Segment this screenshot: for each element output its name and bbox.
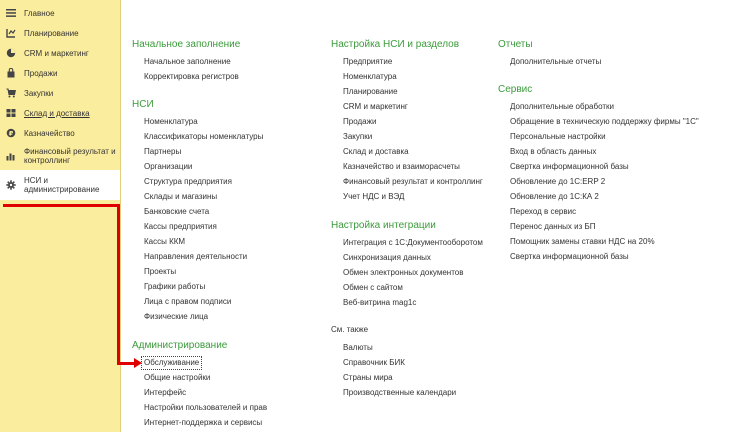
link-upgrade-ka2[interactable]: Обновление до 1С:КА 2	[510, 192, 599, 201]
section-title-integration: Настройка интеграции	[331, 220, 436, 231]
link-bank-accounts[interactable]: Банковские счета	[144, 207, 210, 216]
sidebar	[0, 0, 121, 432]
sidebar-item-label: CRM и маркетинг	[24, 48, 89, 58]
sidebar-item-label: Склад и доставка	[24, 108, 90, 118]
link-organizations[interactable]: Организации	[144, 162, 193, 171]
section-title-reports: Отчеты	[498, 39, 533, 50]
link-user-rights-settings[interactable]: Настройки пользователей и прав	[144, 403, 268, 412]
sidebar-item-label: НСИ и администрирование	[24, 176, 100, 194]
sidebar-item-planning[interactable]	[0, 23, 120, 43]
content-area	[121, 0, 729, 432]
section-title-nsi: НСИ	[132, 99, 154, 110]
sales-bag-icon	[6, 68, 16, 78]
link-planning-settings[interactable]: Планирование	[343, 87, 398, 96]
link-tech-support-request[interactable]: Обращение в техническую поддержку фирмы "1С"	[510, 117, 699, 126]
link-individuals[interactable]: Физические лица	[144, 312, 209, 321]
link-signatories[interactable]: Лица с правом подписи	[144, 297, 232, 306]
link-purchases-settings[interactable]: Закупки	[343, 132, 373, 141]
link-general-settings[interactable]: Общие настройки	[144, 373, 211, 382]
link-currencies[interactable]: Валюты	[343, 343, 373, 352]
section-title-initial-fill: Начальное заполнение	[132, 39, 241, 50]
list-icon	[6, 8, 16, 18]
section-title-nsi-settings: Настройка НСИ и разделов	[331, 39, 460, 50]
finance-chart-icon	[6, 151, 16, 161]
link-projects[interactable]: Проекты	[144, 267, 177, 276]
link-activity-directions[interactable]: Направления деятельности	[144, 252, 248, 261]
link-docflow-integration[interactable]: Интеграция с 1С:Документооборотом	[343, 238, 483, 247]
link-web-storefront[interactable]: Веб-витрина mag1c	[343, 298, 417, 307]
gear-icon	[6, 180, 16, 190]
planning-icon	[6, 28, 16, 38]
link-personal-settings[interactable]: Персональные настройки	[510, 132, 606, 141]
link-register-correction[interactable]: Корректировка регистров	[144, 72, 239, 81]
sidebar-item-sales[interactable]	[0, 63, 120, 83]
link-bik-directory[interactable]: Справочник БИК	[343, 358, 405, 367]
link-internet-support[interactable]: Интернет-поддержка и сервисы	[144, 418, 263, 427]
link-data-sync[interactable]: Синхронизация данных	[343, 253, 431, 262]
section-title-service: Сервис	[498, 84, 533, 95]
link-initial-fill[interactable]: Начальное заполнение	[144, 57, 231, 66]
link-enter-data-area[interactable]: Вход в область данных	[510, 147, 597, 156]
link-vat-rate-assistant[interactable]: Помощник замены ставки НДС на 20%	[510, 237, 655, 246]
cart-icon	[6, 88, 16, 98]
link-upgrade-erp2[interactable]: Обновление до 1С:ERP 2	[510, 177, 606, 186]
sidebar-item-label: Закупки	[24, 88, 54, 98]
sidebar-item-label: Финансовый результат и контроллинг	[24, 147, 116, 165]
link-cash-desks[interactable]: Кассы предприятия	[144, 222, 217, 231]
link-nomenclature-classifiers[interactable]: Классификаторы номенклатуры	[144, 132, 264, 141]
link-edi-exchange[interactable]: Обмен электронных документов	[343, 268, 464, 277]
sidebar-item-treasury[interactable]	[0, 123, 120, 143]
link-additional-processing[interactable]: Дополнительные обработки	[510, 102, 614, 111]
section-title-administration: Администрирование	[132, 340, 228, 351]
sidebar-item-crm[interactable]	[0, 43, 120, 63]
link-treasury-settings[interactable]: Казначейство и взаиморасчеты	[343, 162, 460, 171]
sidebar-item-nsi-admin[interactable]	[0, 170, 120, 200]
annotation-line-vertical	[117, 204, 120, 365]
link-partners[interactable]: Партнеры	[144, 147, 182, 156]
link-site-exchange[interactable]: Обмен с сайтом	[343, 283, 403, 292]
link-kkm-cash-registers[interactable]: Кассы ККМ	[144, 237, 186, 246]
link-crm-settings[interactable]: CRM и маркетинг	[343, 102, 408, 111]
link-sales-settings[interactable]: Продажи	[343, 117, 377, 126]
warehouse-icon	[6, 108, 16, 118]
link-interface[interactable]: Интерфейс	[144, 388, 187, 397]
link-maintenance[interactable]: Обслуживание	[144, 358, 200, 367]
sidebar-item-label: Главное	[24, 8, 55, 18]
link-finance-settings[interactable]: Финансовый результат и контроллинг	[343, 177, 483, 186]
annotation-line-horizontal-top	[3, 204, 120, 207]
link-infobase-collapse-2[interactable]: Свертка информационной базы	[510, 252, 629, 261]
link-infobase-collapse[interactable]: Свертка информационной базы	[510, 162, 629, 171]
annotation-line-horizontal-bottom	[117, 362, 134, 365]
sidebar-item-label: Казначейство	[24, 128, 75, 138]
link-enterprise[interactable]: Предприятие	[343, 57, 393, 66]
link-work-schedules[interactable]: Графики работы	[144, 282, 206, 291]
sidebar-item-warehouse[interactable]	[0, 103, 120, 123]
sidebar-item-purchases[interactable]	[0, 83, 120, 103]
sidebar-item-main[interactable]	[0, 3, 120, 23]
link-warehouses-stores[interactable]: Склады и магазины	[144, 192, 218, 201]
svg-text:₽: ₽	[8, 129, 14, 138]
sidebar-item-label: Планирование	[24, 28, 79, 38]
link-vat-settings[interactable]: Учет НДС и ВЭД	[343, 192, 405, 201]
crm-icon	[6, 48, 16, 58]
section-title-see-also: См. также	[331, 325, 369, 334]
link-nomenclature-settings[interactable]: Номенклатура	[343, 72, 397, 81]
link-countries[interactable]: Страны мира	[343, 373, 393, 382]
link-warehouse-settings[interactable]: Склад и доставка	[343, 147, 409, 156]
link-nomenclature[interactable]: Номенклатура	[144, 117, 198, 126]
treasury-icon	[6, 128, 16, 138]
sidebar-item-label: Продажи	[24, 68, 58, 78]
link-production-calendars[interactable]: Производственные календари	[343, 388, 457, 397]
link-enterprise-structure[interactable]: Структура предприятия	[144, 177, 232, 186]
sidebar-item-finance[interactable]	[0, 143, 120, 169]
link-additional-reports[interactable]: Дополнительные отчеты	[510, 57, 602, 66]
annotation-arrow-icon	[134, 358, 142, 368]
link-move-to-service[interactable]: Переход в сервис	[510, 207, 577, 216]
link-transfer-from-bp[interactable]: Перенос данных из БП	[510, 222, 596, 231]
